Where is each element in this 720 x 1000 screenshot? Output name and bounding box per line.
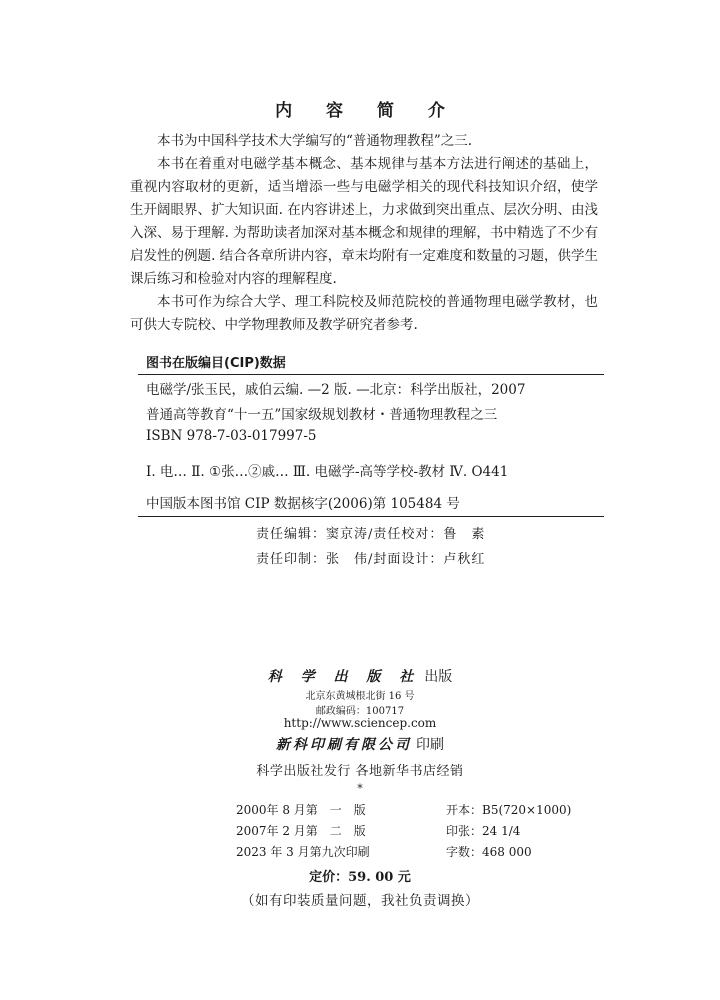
price: 定价：59. 00 元 <box>309 870 411 885</box>
printer-name: 新科印刷有限公司 <box>276 737 412 753</box>
printer-line <box>0 734 720 754</box>
publisher-name: 科 学 出 版 社 <box>267 669 421 685</box>
cip-heading: 图书在版编目(CIP)数据 <box>146 356 286 371</box>
separator-star: * <box>357 782 363 795</box>
publisher-line <box>0 666 720 686</box>
edition-row <box>236 842 571 863</box>
page-title: 内 容 简 介 <box>275 101 459 121</box>
staff-editors: 责任编辑：窦京涛/责任校对：鲁 素 <box>256 527 486 542</box>
edition-info <box>236 800 571 863</box>
quality-notice: （如有印装质量问题，我社负责调换） <box>241 893 479 909</box>
edition-date: 2000年 8 月第 一 版 <box>236 803 366 817</box>
distribution-line: 科学出版社发行 各地新华书店经销 <box>256 764 464 779</box>
publisher-postcode: 邮政编码：100717 <box>315 706 405 717</box>
edition-date: 2023 年 3 月第九次印刷 <box>236 845 370 859</box>
cip-top-rule <box>138 374 604 375</box>
cip-bibliographic-line: 电磁学/张玉民，戚伯云编. —2 版. —北京：科学出版社，2007 <box>146 382 526 398</box>
publisher-suffix: 出版 <box>424 669 453 685</box>
edition-spec: 字数：468 000 <box>446 845 532 859</box>
abstract <box>130 130 598 337</box>
publisher-address: 北京东黄城根北街 16 号 <box>305 691 415 702</box>
staff-production: 责任印制：张 伟/封面设计：卢秋红 <box>256 552 486 567</box>
edition-date: 2007年 2 月第 二 版 <box>236 824 366 838</box>
cip-bottom-rule <box>138 516 604 517</box>
edition-spec: 开本：B5(720×1000) <box>446 803 572 817</box>
edition-row <box>236 821 571 842</box>
cip-series-line: 普通高等教育“十一五”国家级规划教材・普通物理教程之三 <box>146 407 498 423</box>
cip-record-number: 中国版本图书馆 CIP 数据核字(2006)第 105484 号 <box>146 496 460 512</box>
edition-row <box>236 800 571 821</box>
printer-suffix: 印刷 <box>416 737 444 753</box>
edition-spec: 印张：24 1/4 <box>446 824 521 838</box>
publisher-url: http://www.sciencep.com <box>283 716 437 730</box>
cip-subject-line: Ⅰ. 电… Ⅱ. ①张…②戚… Ⅲ. 电磁学-高等学校-教材 Ⅳ. O441 <box>146 464 509 480</box>
abstract-paragraph: 本书可作为综合大学、理工科院校及师范院校的普通物理电磁学教材，也可供大专院校、中学物理教师及教学研究者参考. <box>130 294 598 333</box>
abstract-paragraph: 本书在着重对电磁学基本概念、基本规律与基本方法进行阐述的基础上，重视内容取材的更新，适当增添一些与电磁学相关的现代科技知识介绍，使学生开阔眼界、扩大知识面. 在内容讲述上，力求做到突出重点、层次分明、由浅入深、易于理解. 为帮助读者加深对基本概念和规律的理解，书中精选了不少有启发性的例题. 结合各章所讲内容，章末均附有一定难度和数量的习题，供学生课后练习和检验对内容的理解程度. <box>130 156 598 287</box>
cip-isbn: ISBN 978-7-03-017997-5 <box>146 428 317 444</box>
abstract-paragraph: 本书为中国科学技术大学编写的“普通物理教程”之三. <box>157 133 473 149</box>
